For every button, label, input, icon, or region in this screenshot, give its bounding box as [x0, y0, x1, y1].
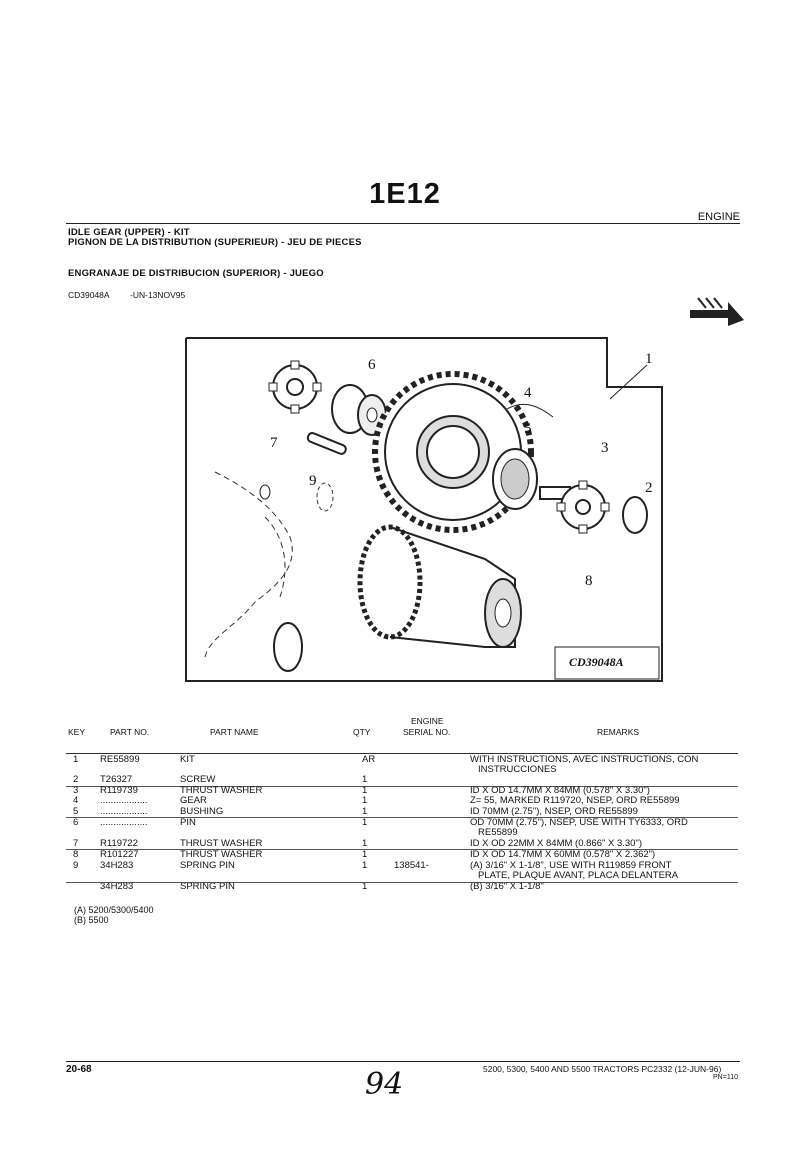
row-part-name: THRUST WASHER: [180, 838, 263, 849]
col-header-remarks: REMARKS: [597, 727, 640, 737]
row-qty: 1: [362, 817, 368, 828]
figure-caption: CD39048A: [569, 655, 624, 669]
row-serial: 138541-: [394, 860, 429, 871]
row-key: 3: [73, 785, 79, 796]
callout-5: 5: [524, 421, 532, 437]
row-part-no: RE55899: [100, 754, 140, 765]
row-part-no: R119722: [100, 838, 138, 849]
row-remarks-continued: PLATE, PLAQUE AVANT, PLACA DELANTERA: [478, 870, 679, 881]
row-remarks: Z= 55, MARKED R119720, NSEP, ORD RE55899: [470, 795, 680, 806]
footer-rule: [66, 1061, 740, 1062]
row-part-name: SPRING PIN: [180, 881, 235, 892]
row-part-name: SCREW: [180, 774, 216, 785]
row-remarks: OD 70MM (2.75"), NSEP, USE WITH TY6333, ORD: [470, 817, 688, 828]
row-key: 1: [73, 754, 79, 765]
row-part-name: PIN: [180, 817, 196, 828]
title-spanish: ENGRANAJE DE DISTRIBUCION (SUPERIOR) - JUEGO: [68, 268, 324, 279]
row-part-no: ..................: [100, 817, 148, 828]
footnote-b: (B) 5500: [74, 915, 109, 925]
footer-pn: PN=110: [713, 1074, 738, 1081]
row-key: 4: [73, 795, 79, 806]
row-qty: 1: [362, 785, 368, 796]
section-label: ENGINE: [697, 211, 740, 223]
row-part-name: THRUST WASHER: [180, 849, 263, 860]
row-key: 5: [73, 806, 79, 817]
page-title: 1E12: [369, 178, 441, 210]
callout-8: 8: [585, 573, 593, 589]
row-remarks-continued: RE55899: [478, 827, 518, 838]
row-qty: 1: [362, 849, 368, 860]
row-part-no: 34H283: [100, 860, 134, 871]
callout-3: 3: [601, 440, 609, 456]
row-qty: 1: [362, 806, 368, 817]
exploded-view-illustration: [185, 337, 663, 682]
col-header-key: KEY: [68, 727, 86, 737]
row-remarks: (B) 3/16" X 1-1/8": [470, 881, 544, 892]
row-key: 6: [73, 817, 79, 828]
row-key: 7: [73, 838, 79, 849]
row-part-no: R119739: [100, 785, 138, 796]
callout-4: 4: [524, 385, 532, 401]
row-key: 2: [73, 774, 79, 785]
row-remarks: ID X OD 14.7MM X 60MM (0.578" X 2.362"): [470, 849, 656, 860]
callout-6: 6: [368, 357, 376, 373]
footnote-a: (A) 5200/5300/5400: [74, 905, 154, 915]
row-qty: 1: [362, 881, 368, 892]
handwritten-page-number: 94: [365, 1067, 404, 1102]
callout-1: 1: [645, 351, 653, 367]
row-part-name: BUSHING: [180, 806, 224, 817]
title-french: PIGNON DE LA DISTRIBUTION (SUPERIEUR) - JEU DE PIECES: [68, 237, 362, 248]
callout-7: 7: [270, 435, 278, 451]
row-part-name: GEAR: [180, 795, 207, 806]
row-part-name: SPRING PIN: [180, 860, 235, 871]
row-qty: 1: [362, 860, 368, 871]
row-qty: 1: [362, 838, 368, 849]
row-key: 9: [73, 860, 79, 871]
row-qty: 1: [362, 795, 368, 806]
col-header-engine: ENGINE: [411, 716, 444, 726]
row-key: 8: [73, 849, 79, 860]
row-remarks: WITH INSTRUCTIONS, AVEC INSTRUCTIONS, CON: [470, 754, 699, 765]
row-part-name: THRUST WASHER: [180, 785, 263, 796]
page-number: 20-68: [66, 1064, 92, 1075]
figure-reference-date: -UN-13NOV95: [130, 290, 186, 300]
footer-models: 5200, 5300, 5400 AND 5500 TRACTORS PC2332 (12-JUN-96): [483, 1064, 722, 1074]
callout-2: 2: [645, 480, 653, 496]
row-part-no: R101227: [100, 849, 139, 860]
direction-arrow-icon: [690, 296, 744, 326]
row-qty: AR: [362, 754, 376, 765]
col-header-part-name: PART NAME: [210, 727, 259, 737]
row-part-no: ..................: [100, 795, 148, 806]
row-part-no: 34H283: [100, 881, 134, 892]
title-english: IDLE GEAR (UPPER) - KIT: [68, 227, 190, 238]
col-header-qty: QTY: [353, 727, 371, 737]
header-rule: [66, 223, 740, 224]
figure-reference-code: CD39048A: [68, 290, 110, 300]
row-rule: [66, 882, 738, 883]
row-remarks: ID X OD 14.7MM X 84MM (0.578" X 3.30"): [470, 785, 650, 796]
row-remarks: (A) 3/16" X 1-1/8", USE WITH R119859 FRONT: [470, 860, 672, 871]
row-remarks-continued: INSTRUCCIONES: [478, 764, 557, 775]
row-part-no: T26327: [100, 774, 133, 785]
row-part-no: ..................: [100, 806, 148, 817]
row-remarks: ID 70MM (2.75"), NSEP, ORD RE55899: [470, 806, 638, 817]
col-header-part-no: PART NO.: [110, 727, 150, 737]
row-part-name: KIT: [180, 754, 195, 765]
callout-9: 9: [309, 473, 317, 489]
row-remarks: ID X OD 22MM X 84MM (0.866" X 3.30"): [470, 838, 642, 849]
col-header-serial: SERIAL NO.: [403, 727, 451, 737]
row-qty: 1: [362, 774, 368, 785]
